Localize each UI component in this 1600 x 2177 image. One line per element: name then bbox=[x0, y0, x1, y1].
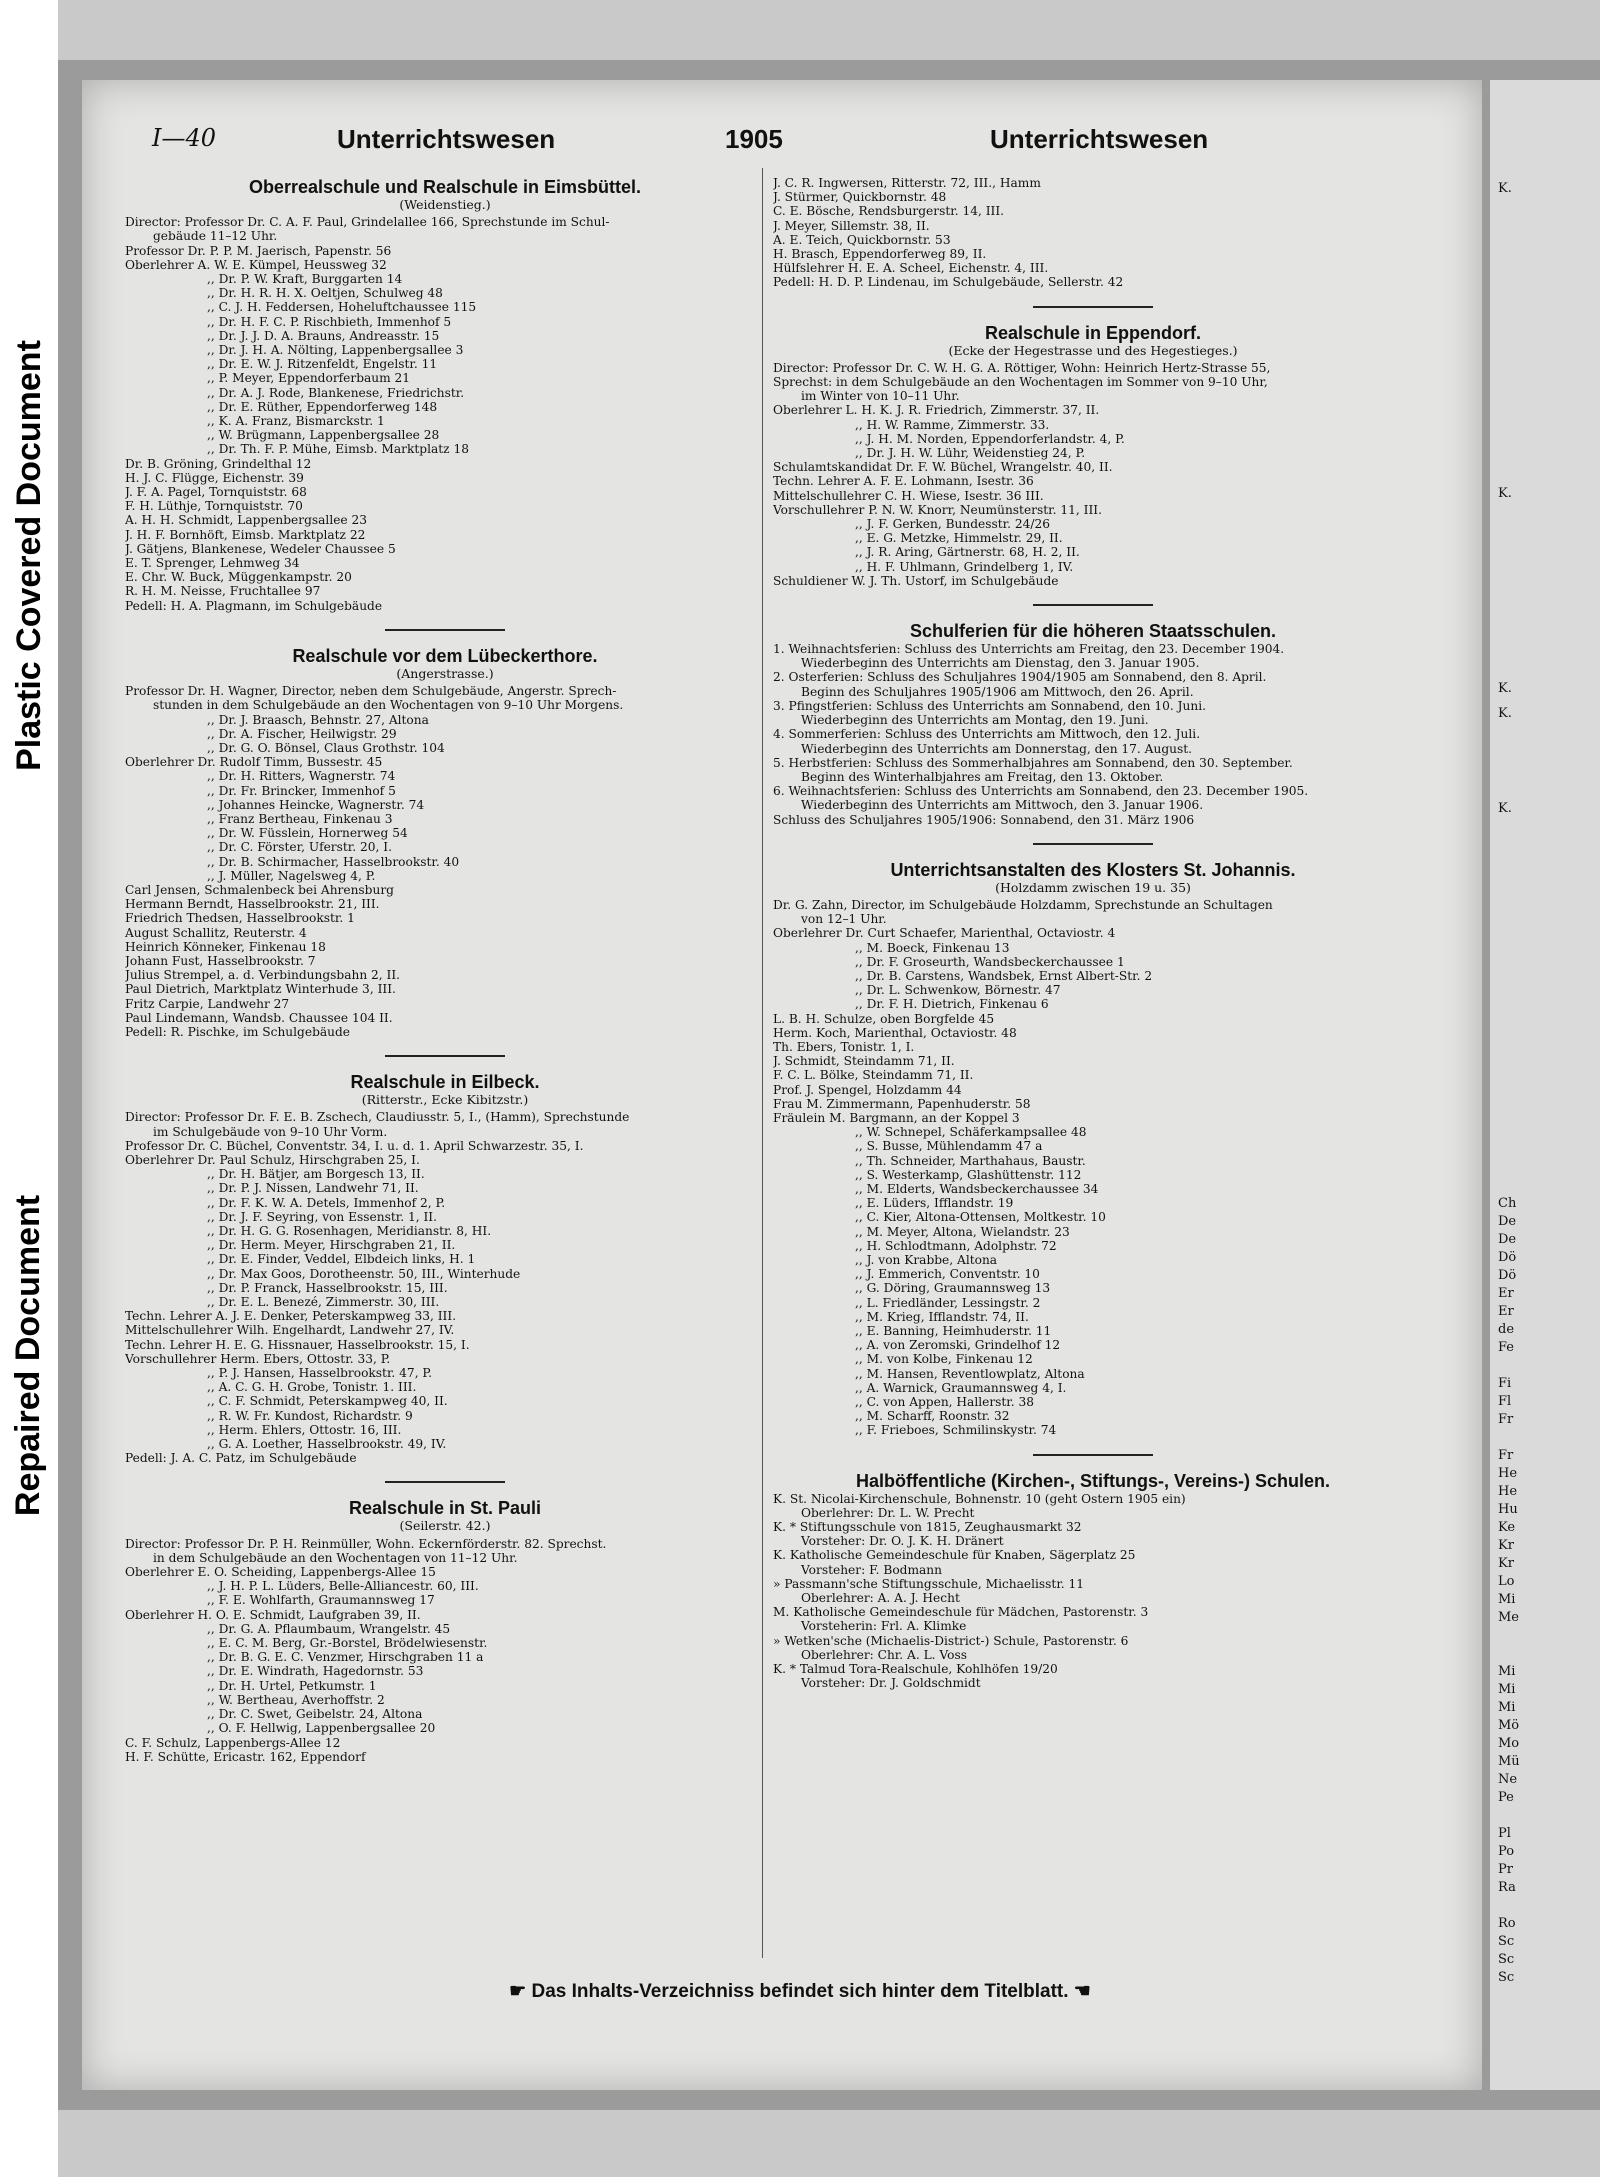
entry-line: R. H. M. Neisse, Fruchtallee 97 bbox=[125, 584, 321, 599]
entry-line: J. Gätjens, Blankenese, Wedeler Chaussee 5 bbox=[125, 541, 396, 556]
entry-line: Mittelschullehrer C. H. Wiese, Isestr. 36 III. bbox=[773, 488, 1044, 503]
entry-line: Vorschullehrer Herm. Ebers, Ottostr. 33, P. bbox=[125, 1351, 391, 1366]
fragment-line: K. bbox=[1498, 681, 1512, 696]
entry-line: ,, H. W. Ramme, Zimmerstr. 33. bbox=[855, 417, 1050, 432]
section-subtitle: (Weidenstieg.) bbox=[399, 197, 491, 212]
entry-line: ,, Dr. J. J. D. A. Brauns, Andreasstr. 15 bbox=[207, 328, 440, 343]
plastic-covered-label: Plastic Covered Document bbox=[9, 339, 48, 771]
fragment-line: He bbox=[1498, 1466, 1518, 1481]
entry-line: ,, M. von Kolbe, Finkenau 12 bbox=[855, 1352, 1033, 1367]
section-subtitle: (Holzdamm zwischen 19 u. 35) bbox=[995, 879, 1191, 895]
entry-line: ,, J. R. Aring, Gärtnerstr. 68, H. 2, II. bbox=[855, 545, 1080, 560]
entry-line: Oberlehrer E. O. Scheiding, Lappenbergs-Allee 15 bbox=[125, 1565, 436, 1580]
entry-line: Professor Dr. C. Büchel, Conventstr. 34, I. u. d. 1. April Schwarzestr. 35, I. bbox=[125, 1138, 584, 1153]
fragment-line: de bbox=[1498, 1322, 1515, 1337]
entry-line: 1. Weihnachtsferien: Schluss des Unterrichts am Freitag, den 23. December 1904. bbox=[773, 642, 1285, 657]
section-title: Unterrichtsanstalten des Klosters St. Johannis. bbox=[890, 859, 1296, 880]
entry-line: H. J. C. Flügge, Eichenstr. 39 bbox=[125, 470, 304, 485]
entry-line: ,, H. F. Uhlmann, Grindelberg 1, IV. bbox=[855, 559, 1074, 574]
entry-line: ,, C. von Appen, Hallerstr. 38 bbox=[855, 1395, 1035, 1410]
entry-line: F. C. L. Bölke, Steindamm 71, II. bbox=[773, 1068, 974, 1083]
fragment-line: Mi bbox=[1498, 1592, 1516, 1607]
entry-line: Fritz Carpie, Landwehr 27 bbox=[125, 996, 290, 1011]
entry-line: ,, Dr. E. Finder, Veddel, Elbdeich links, H. 1 bbox=[207, 1252, 476, 1267]
entry-line: J. F. A. Pagel, Tornquiststr. 68 bbox=[125, 485, 307, 500]
fragment-line: K. bbox=[1498, 801, 1512, 816]
entry-line: stunden in dem Schulgebäude an den Wochentagen von 9–10 Uhr Morgens. bbox=[153, 698, 624, 713]
fragment-line: Fr bbox=[1498, 1448, 1514, 1463]
entry-line: ,, Dr. J. H. A. Nölting, Lappenbergsallee 3 bbox=[207, 343, 464, 358]
entry-line: ,, C. J. H. Feddersen, Hoheluftchaussee 115 bbox=[207, 300, 477, 315]
entry-line: ,, Dr. W. Füsslein, Hornerweg 54 bbox=[207, 826, 408, 841]
entry-line: ,, Dr. B. Schirmacher, Hasselbrookstr. 40 bbox=[207, 854, 460, 869]
entry-line: ,, Dr. J. F. Seyring, von Essenstr. 1, II. bbox=[207, 1209, 437, 1224]
entry-line: ,, J. Emmerich, Conventstr. 10 bbox=[855, 1267, 1040, 1282]
fragment-line: K. bbox=[1498, 486, 1512, 501]
entry-line: ,, K. A. Franz, Bismarckstr. 1 bbox=[207, 414, 385, 429]
entry-line: Pedell: J. A. C. Patz, im Schulgebäude bbox=[125, 1451, 357, 1466]
entry-line: ,, Herm. Ehlers, Ottostr. 16, III. bbox=[207, 1422, 402, 1437]
fragment-line: Ro bbox=[1498, 1916, 1516, 1931]
sidebar-strip bbox=[0, 0, 58, 2177]
entry-line: 5. Herbstferien: Schluss des Sommerhalbjahres am Sonnabend, den 30. September. bbox=[773, 755, 1293, 770]
entry-line: ,, J. F. Gerken, Bundesstr. 24/26 bbox=[855, 517, 1051, 532]
entry-line: J. Stürmer, Quickbornstr. 48 bbox=[773, 190, 947, 205]
section-title: Realschule vor dem Lübeckerthore. bbox=[292, 645, 598, 666]
entry-line: ,, A. von Zeromski, Grindelhof 12 bbox=[855, 1338, 1061, 1353]
entry-line: in dem Schulgebäude an den Wochentagen von 11–12 Uhr. bbox=[153, 1550, 518, 1565]
entry-line: Fräulein M. Bargmann, an der Koppel 3 bbox=[773, 1110, 1020, 1125]
entry-line: ,, Dr. Max Goos, Dorotheenstr. 50, III., Winterhude bbox=[207, 1266, 521, 1281]
entry-line: Oberlehrer: Chr. A. L. Voss bbox=[801, 1647, 967, 1662]
entry-line: C. E. Bösche, Rendsburgerstr. 14, III. bbox=[773, 204, 1005, 219]
fragment-line: De bbox=[1498, 1232, 1517, 1247]
entry-line: ,, Dr. E. Windrath, Hagedornstr. 53 bbox=[207, 1664, 424, 1679]
entry-line: Oberlehrer: Dr. L. W. Precht bbox=[801, 1505, 975, 1520]
section-divider bbox=[385, 1055, 505, 1057]
entry-line: ,, M. Scharff, Roonstr. 32 bbox=[855, 1409, 1010, 1424]
entry-line: ,, Dr. H. Bätjer, am Borgesch 13, II. bbox=[207, 1167, 425, 1182]
entry-line: ,, W. Schnepel, Schäferkampsallee 48 bbox=[855, 1125, 1087, 1140]
header-left-title: Unterrichtswesen bbox=[337, 124, 556, 154]
entry-line: ,, Dr. E. Rüther, Eppendorferweg 148 bbox=[207, 399, 438, 414]
entry-line: Prof. J. Spengel, Holzdamm 44 bbox=[773, 1082, 962, 1097]
entry-line: ,, Dr. A. J. Rode, Blankenese, Friedrichstr. bbox=[207, 385, 465, 400]
entry-line: Oberlehrer Dr. Rudolf Timm, Bussestr. 45 bbox=[125, 755, 383, 770]
entry-line: ,, W. Bertheau, Averhoffstr. 2 bbox=[207, 1692, 385, 1707]
entry-line: E. Chr. W. Buck, Müggenkampstr. 20 bbox=[125, 570, 352, 585]
entry-line: ,, S. Westerkamp, Glashüttenstr. 112 bbox=[855, 1167, 1082, 1182]
pointing-hand-right-icon: ☚ bbox=[1068, 1981, 1091, 2002]
entry-line: ,, Franz Bertheau, Finkenau 3 bbox=[207, 811, 393, 826]
entry-line: ,, R. W. Fr. Kundost, Richardstr. 9 bbox=[207, 1408, 413, 1423]
entry-line: August Schallitz, Reuterstr. 4 bbox=[125, 925, 307, 940]
entry-line: ,, M. Meyer, Altona, Wielandstr. 23 bbox=[855, 1224, 1070, 1239]
fragment-line: Pl bbox=[1498, 1826, 1511, 1841]
entry-line: Schuldiener W. J. Th. Ustorf, im Schulgebäude bbox=[773, 573, 1059, 588]
fragment-line: Mü bbox=[1498, 1754, 1520, 1769]
entry-line: ,, Dr. H. G. G. Rosenhagen, Meridianstr. 8, HI. bbox=[207, 1224, 492, 1238]
entry-line: ,, Dr. E. L. Benezé, Zimmerstr. 30, III. bbox=[207, 1295, 440, 1310]
entry-line: von 12–1 Uhr. bbox=[801, 912, 887, 927]
entry-line: ,, W. Brügmann, Lappenbergsallee 28 bbox=[207, 428, 440, 443]
entry-line: ,, Dr. H. Ritters, Wagnerstr. 74 bbox=[207, 769, 396, 784]
entry-line: ,, H. Schlodtmann, Adolphstr. 72 bbox=[855, 1238, 1057, 1253]
entry-line: Vorsteher: F. Bodmann bbox=[801, 1562, 942, 1577]
fragment-line: Hu bbox=[1498, 1502, 1518, 1517]
entry-line: J. Schmidt, Steindamm 71, II. bbox=[773, 1054, 955, 1069]
entry-line: ,, Dr. Herm. Meyer, Hirschgraben 21, II. bbox=[207, 1238, 456, 1253]
entry-line: ,, Dr. F. Groseurth, Wandsbeckerchaussee 1 bbox=[855, 954, 1125, 969]
entry-line: Pedell: H. A. Plagmann, im Schulgebäude bbox=[125, 598, 383, 613]
entry-line: Dr. G. Zahn, Director, im Schulgebäude Holzdamm, Sprechstunde an Schultagen bbox=[773, 897, 1273, 912]
section-subtitle: (Ecke der Hegestrasse und des Hegestieges.) bbox=[948, 342, 1238, 358]
fragment-line: Mo bbox=[1498, 1736, 1520, 1751]
fragment-line: Er bbox=[1498, 1286, 1514, 1301]
entry-line: J. H. F. Bornhöft, Eimsb. Marktplatz 22 bbox=[125, 527, 366, 542]
fragment-line: Ne bbox=[1498, 1772, 1518, 1787]
entry-line: ,, L. Friedländer, Lessingstr. 2 bbox=[855, 1295, 1041, 1310]
fragment-line: Mö bbox=[1498, 1718, 1520, 1733]
entry-line: ,, G. A. Loether, Hasselbrookstr. 49, IV. bbox=[207, 1437, 447, 1452]
entry-line: ,, Dr. H. Urtel, Petkumstr. 1 bbox=[207, 1678, 377, 1693]
entry-line: Vorschullehrer P. N. W. Knorr, Neumünsterstr. 11, III. bbox=[773, 502, 1102, 517]
entry-line: Mittelschullehrer Wilh. Engelhardt, Landwehr 27, IV. bbox=[125, 1323, 455, 1338]
entry-line: ,, Dr. P. Franck, Hasselbrookstr. 15, III. bbox=[207, 1280, 448, 1295]
entry-line: 2. Osterferien: Schluss des Schuljahres 1904/1905 am Sonnabend, den 8. April. bbox=[773, 670, 1267, 685]
entry-line: M. Katholische Gemeindeschule für Mädchen, Pastorenstr. 3 bbox=[773, 1605, 1149, 1620]
fragment-line: Er bbox=[1498, 1304, 1514, 1319]
entry-line: 3. Pfingstferien: Schluss des Unterrichts am Sonnabend, den 10. Juni. bbox=[773, 698, 1207, 713]
repaired-document-label: Repaired Document bbox=[9, 1194, 48, 1516]
fragment-line: Sc bbox=[1498, 1934, 1515, 1949]
fragment-line: Mi bbox=[1498, 1682, 1516, 1697]
entry-line: ,, Dr. E. W. J. Ritzenfeldt, Engelstr. 11 bbox=[207, 357, 438, 372]
entry-line: » Wetken'sche (Michaelis-District-) Schule, Pastorenstr. 6 bbox=[773, 1633, 1129, 1648]
fragment-line: Ke bbox=[1498, 1520, 1516, 1535]
entry-line: ,, A. Warnick, Graumannsweg 4, I. bbox=[855, 1380, 1067, 1395]
fragment-line: Pe bbox=[1498, 1790, 1514, 1805]
entry-line: Vorsteher: Dr. J. Goldschmidt bbox=[801, 1676, 981, 1691]
entry-line: Hülfslehrer H. E. A. Scheel, Eichenstr. 4, III. bbox=[773, 261, 1049, 276]
entry-line: Schluss des Schuljahres 1905/1906: Sonnabend, den 31. März 1906 bbox=[773, 812, 1195, 827]
entry-line: Th. Ebers, Tonistr. 1, I. bbox=[773, 1039, 915, 1054]
entry-line: F. H. Lüthje, Tornquiststr. 70 bbox=[125, 499, 303, 514]
entry-line: ,, M. Elderts, Wandsbeckerchaussee 34 bbox=[855, 1181, 1099, 1196]
section-divider bbox=[1033, 306, 1153, 308]
fragment-line: Lo bbox=[1498, 1574, 1515, 1589]
entry-line: Techn. Lehrer A. F. E. Lohmann, Isestr. 36 bbox=[773, 474, 1034, 489]
entry-line: Oberlehrer L. H. K. J. R. Friedrich, Zimmerstr. 37, II. bbox=[773, 403, 1100, 418]
entry-line: Pedell: R. Pischke, im Schulgebäude bbox=[125, 1024, 350, 1039]
entry-line: Schulamtskandidat Dr. F. W. Büchel, Wrangelstr. 40, II. bbox=[773, 460, 1113, 475]
entry-line: H. Brasch, Eppendorferweg 89, II. bbox=[773, 247, 987, 262]
entry-line: ,, Johannes Heincke, Wagnerstr. 74 bbox=[207, 797, 425, 812]
entry-line: Pedell: H. D. P. Lindenau, im Schulgebäude, Sellerstr. 42 bbox=[773, 275, 1124, 290]
entry-line: ,, J. von Krabbe, Altona bbox=[855, 1253, 998, 1267]
fragment-line: Fe bbox=[1498, 1340, 1515, 1355]
page-header bbox=[152, 124, 1412, 158]
entry-line: ,, M. Hansen, Reventlowplatz, Altona bbox=[855, 1366, 1085, 1381]
entry-line: ,, P. J. Hansen, Hasselbrookstr. 47, P. bbox=[207, 1366, 433, 1381]
entry-line: Vorsteher: Dr. O. J. K. H. Dränert bbox=[801, 1534, 1004, 1549]
section-divider bbox=[1033, 604, 1153, 606]
fragment-line: Kr bbox=[1498, 1538, 1514, 1553]
section-title: Oberrealschule und Realschule in Eimsbüttel. bbox=[248, 177, 642, 197]
section-divider bbox=[385, 1481, 505, 1483]
section-divider bbox=[1033, 1454, 1153, 1456]
header-year: 1905 bbox=[725, 124, 783, 154]
fragment-line: Fl bbox=[1498, 1394, 1512, 1409]
section-subtitle: (Angerstrasse.) bbox=[396, 665, 494, 681]
entry-line: ,, P. Meyer, Eppendorferbaum 21 bbox=[207, 371, 411, 386]
entry-line: Hermann Berndt, Hasselbrookstr. 21, III. bbox=[125, 897, 380, 912]
fragment-line: Ra bbox=[1498, 1880, 1516, 1895]
fragment-line: Sc bbox=[1498, 1970, 1515, 1985]
entry-line: Wiederbeginn des Unterrichts am Donnerstag, den 17. August. bbox=[801, 741, 1193, 756]
section-title: Realschule in St. Pauli bbox=[348, 1498, 542, 1519]
entry-line: ,, J. H. M. Norden, Eppendorferlandstr. 4, P. bbox=[855, 431, 1125, 446]
entry-line: A. H. H. Schmidt, Lappenbergsallee 23 bbox=[125, 513, 368, 528]
entry-line: Director: Professor Dr. P. H. Reinmüller, Wohn. Eckernförderstr. 82. Sprechst. bbox=[125, 1536, 607, 1551]
entry-line: ,, J. H. P. L. Lüders, Belle-Alliancestr. 60, III. bbox=[207, 1579, 479, 1594]
entry-line: Sprechst: in dem Schulgebäude an den Wochentagen im Sommer von 9–10 Uhr, bbox=[773, 375, 1268, 390]
entry-line: ,, Dr. B. Carstens, Wandsbek, Ernst Albert-Str. 2 bbox=[855, 968, 1153, 983]
entry-line: Johann Fust, Hasselbrookstr. 7 bbox=[125, 953, 316, 968]
entry-line: ,, G. Döring, Graumannsweg 13 bbox=[855, 1281, 1051, 1296]
section-subtitle: (Seilerstr. 42.) bbox=[399, 1518, 491, 1534]
section-divider bbox=[1033, 843, 1153, 845]
entry-line: gebäude 11–12 Uhr. bbox=[153, 229, 278, 244]
entry-line: ,, Dr. G. A. Pflaumbaum, Wrangelstr. 45 bbox=[207, 1621, 451, 1636]
entry-line: Beginn des Winterhalbjahres am Freitag, den 13. Oktober. bbox=[801, 769, 1164, 784]
fragment-line: Ch bbox=[1498, 1196, 1517, 1211]
entry-line: ,, F. E. Wohlfarth, Graumannsweg 17 bbox=[207, 1593, 435, 1608]
entry-line: ,, Dr. G. O. Bönsel, Claus Grothstr. 104 bbox=[207, 740, 445, 755]
entry-line: ,, Dr. J. H. W. Lühr, Weidenstieg 24, P. bbox=[855, 446, 1086, 461]
page-number: I—40 bbox=[152, 124, 217, 152]
entry-line: Director: Professor Dr. C. W. H. G. A. Röttiger, Wohn: Heinrich Hertz-Strasse 55, bbox=[773, 360, 1271, 375]
section-title: Realschule in Eppendorf. bbox=[984, 322, 1202, 343]
entry-line: ,, Dr. P. J. Nissen, Landwehr 71, II. bbox=[207, 1181, 419, 1196]
fragment-line: Me bbox=[1498, 1610, 1520, 1625]
right-column bbox=[773, 176, 1413, 1690]
fragment-line: K. bbox=[1498, 181, 1512, 196]
entry-line: ,, Dr. A. Fischer, Heilwigstr. 29 bbox=[207, 726, 397, 741]
entry-line: Herm. Koch, Marienthal, Octaviostr. 48 bbox=[773, 1025, 1017, 1040]
fragment-line: De bbox=[1498, 1214, 1517, 1229]
fragment-line: Fr bbox=[1498, 1412, 1514, 1427]
fragment-line: Kr bbox=[1498, 1556, 1514, 1571]
entry-line: Professor Dr. P. P. M. Jaerisch, Papenstr. 56 bbox=[125, 243, 392, 258]
entry-line: Dr. B. Gröning, Grindelthal 12 bbox=[125, 456, 312, 471]
adjacent-page-fragment bbox=[1490, 80, 1600, 2090]
entry-line: Oberlehrer Dr. Curt Schaefer, Marienthal, Octaviostr. 4 bbox=[773, 926, 1116, 941]
entry-line: ,, Dr. C. Swet, Geibelstr. 24, Altona bbox=[207, 1707, 423, 1722]
fragment-line: K. bbox=[1498, 706, 1512, 721]
fragment-line: He bbox=[1498, 1484, 1518, 1499]
entry-line: K. St. Nicolai-Kirchenschule, Bohnenstr. 10 (geht Ostern 1905 ein) bbox=[773, 1491, 1186, 1506]
entry-line: Paul Dietrich, Marktplatz Winterhude 3, III. bbox=[125, 982, 396, 997]
entry-line: 6. Weihnachtsferien: Schluss des Unterrichts am Sonnabend, den 23. December 1905. bbox=[773, 784, 1309, 799]
fragment-line: Po bbox=[1498, 1844, 1515, 1859]
entry-line: Wiederbeginn des Unterrichts am Dienstag, den 3. Januar 1905. bbox=[801, 656, 1200, 671]
entry-line: ,, Dr. B. G. E. C. Venzmer, Hirschgraben 11 a bbox=[207, 1650, 484, 1665]
entry-line: ,, Dr. H. R. H. X. Oeltjen, Schulweg 48 bbox=[207, 286, 443, 301]
entry-line: J. C. R. Ingwersen, Ritterstr. 72, III., Hamm bbox=[773, 176, 1041, 190]
fragment-line: Dö bbox=[1498, 1268, 1517, 1283]
entry-line: Beginn des Schuljahres 1905/1906 am Mittwoch, den 26. April. bbox=[801, 684, 1194, 699]
entry-line: Carl Jensen, Schmalenbeck bei Ahrensburg bbox=[125, 882, 394, 897]
section-title: Halböffentliche (Kirchen-, Stiftungs-, Vereins-) Schulen. bbox=[855, 1470, 1331, 1491]
fragment-line: Pr bbox=[1498, 1862, 1513, 1877]
footer-text: Das Inhalts-Verzeichniss befindet sich hinter dem Titelblatt. bbox=[531, 1981, 1069, 2002]
entry-line: Heinrich Könneker, Finkenau 18 bbox=[125, 939, 326, 954]
entry-line: L. B. H. Schulze, oben Borgfelde 45 bbox=[773, 1011, 995, 1026]
pointing-hand-left-icon: ☛ bbox=[509, 1981, 532, 2002]
entry-line: Techn. Lehrer H. E. G. Hissnauer, Hasselbrookstr. 15, I. bbox=[125, 1337, 470, 1352]
entry-line: » Passmann'sche Stiftungsschule, Michaelisstr. 11 bbox=[773, 1576, 1085, 1591]
entry-line: Oberlehrer H. O. E. Schmidt, Laufgraben 39, II. bbox=[125, 1607, 421, 1622]
left-column bbox=[125, 176, 765, 1764]
entry-line: ,, C. F. Schmidt, Peterskampweg 40, II. bbox=[207, 1394, 448, 1409]
entry-line: A. E. Teich, Quickbornstr. 53 bbox=[773, 232, 951, 247]
fragment-line: Fi bbox=[1498, 1376, 1512, 1391]
entry-line: ,, O. F. Hellwig, Lappenbergsallee 20 bbox=[207, 1721, 436, 1736]
entry-line: ,, E. Lüders, Ifflandstr. 19 bbox=[855, 1196, 1014, 1211]
entry-line: Wiederbeginn des Unterrichts am Mittwoch, den 3. Januar 1906. bbox=[801, 798, 1204, 813]
entry-line: 4. Sommerferien: Schluss des Unterrichts am Mittwoch, den 12. Juli. bbox=[773, 727, 1201, 742]
entry-line: im Winter von 10–11 Uhr. bbox=[801, 389, 960, 404]
entry-line: ,, M. Boeck, Finkenau 13 bbox=[855, 940, 1010, 955]
entry-line: Friedrich Thedsen, Hasselbrookstr. 1 bbox=[125, 911, 355, 926]
fragment-line: Sc bbox=[1498, 1952, 1515, 1967]
entry-line: Professor Dr. H. Wagner, Director, neben dem Schulgebäude, Angerstr. Sprech- bbox=[125, 684, 617, 699]
header-right-title: Unterrichtswesen bbox=[990, 124, 1209, 154]
entry-line: Wiederbeginn des Unterrichts am Montag, den 19. Juni. bbox=[801, 713, 1149, 728]
fragment-line: Dö bbox=[1498, 1250, 1517, 1265]
footer-note bbox=[350, 1980, 1250, 2003]
entry-line: Techn. Lehrer A. J. E. Denker, Peterskampweg 33, III. bbox=[125, 1309, 457, 1324]
entry-line: Paul Lindemann, Wandsb. Chaussee 104 II. bbox=[125, 1010, 393, 1025]
entry-line: ,, J. Müller, Nagelsweg 4, P. bbox=[207, 868, 376, 883]
entry-line: ,, Dr. Th. F. P. Mühe, Eimsb. Marktplatz 18 bbox=[207, 442, 469, 457]
fragment-line: Mi bbox=[1498, 1700, 1516, 1715]
section-divider bbox=[385, 629, 505, 631]
entry-line: C. F. Schulz, Lappenbergs-Allee 12 bbox=[125, 1735, 341, 1750]
entry-line: ,, Dr. J. Braasch, Behnstr. 27, Altona bbox=[207, 712, 429, 727]
entry-line: Director: Professor Dr. F. E. B. Zschech, Claudiusstr. 5, I., (Hamm), Sprechstunde bbox=[125, 1110, 630, 1125]
entry-line: ,, Dr. P. W. Kraft, Burggarten 14 bbox=[207, 272, 403, 287]
entry-line: im Schulgebäude von 9–10 Uhr Vorm. bbox=[153, 1124, 388, 1139]
entry-line: Vorsteherin: Frl. A. Klimke bbox=[801, 1619, 967, 1634]
entry-line: ,, Dr. H. F. C. P. Rischbieth, Immenhof 5 bbox=[207, 314, 452, 329]
entry-line: ,, E. Banning, Heimhuderstr. 11 bbox=[855, 1324, 1052, 1339]
entry-line: ,, Dr. C. Förster, Uferstr. 20, I. bbox=[207, 840, 392, 855]
entry-line: J. Meyer, Sillemstr. 38, II. bbox=[773, 218, 930, 233]
entry-line: ,, Dr. Fr. Brincker, Immenhof 5 bbox=[207, 783, 396, 798]
entry-line: Julius Strempel, a. d. Verbindungsbahn 2, II. bbox=[125, 968, 401, 983]
entry-line: ,, Th. Schneider, Marthahaus, Baustr. bbox=[855, 1153, 1086, 1168]
entry-line: ,, E. C. M. Berg, Gr.-Borstel, Brödelwiesenstr. bbox=[207, 1636, 488, 1651]
entry-line: ,, Dr. L. Schwenkow, Börnestr. 47 bbox=[855, 983, 1061, 998]
entry-line: Frau M. Zimmermann, Papenhuderstr. 58 bbox=[773, 1096, 1031, 1111]
entry-line: H. F. Schütte, Ericastr. 162, Eppendorf bbox=[125, 1749, 366, 1764]
entry-line: K. * Stiftungsschule von 1815, Zeughausmarkt 32 bbox=[773, 1520, 1082, 1535]
section-title: Schulferien für die höheren Staatsschulen. bbox=[909, 621, 1277, 642]
entry-line: ,, S. Busse, Mühlendamm 47 a bbox=[855, 1139, 1043, 1154]
entry-line: ,, Dr. F. H. Dietrich, Finkenau 6 bbox=[855, 997, 1049, 1012]
section-subtitle: (Ritterstr., Ecke Kibitzstr.) bbox=[361, 1092, 529, 1108]
entry-line: ,, Dr. F. K. W. A. Detels, Immenhof 2, P. bbox=[207, 1195, 446, 1210]
entry-line: K. * Talmud Tora-Realschule, Kohlhöfen 19/20 bbox=[773, 1662, 1058, 1677]
fragment-line: Mi bbox=[1498, 1664, 1516, 1679]
entry-line: ,, A. C. G. H. Grobe, Tonistr. 1. III. bbox=[207, 1380, 417, 1395]
entry-line: ,, E. G. Metzke, Himmelstr. 29, II. bbox=[855, 531, 1063, 546]
entry-line: ,, C. Kier, Altona-Ottensen, Moltkestr. 10 bbox=[855, 1210, 1106, 1225]
entry-line: Director: Professor Dr. C. A. F. Paul, Grindelallee 166, Sprechstunde im Schul- bbox=[125, 215, 610, 230]
section-title: Realschule in Eilbeck. bbox=[350, 1072, 540, 1093]
entry-line: ,, F. Frieboes, Schmilinskystr. 74 bbox=[855, 1423, 1057, 1438]
entry-line: ,, M. Krieg, Ifflandstr. 74, II. bbox=[855, 1309, 1029, 1324]
entry-line: Oberlehrer: A. A. J. Hecht bbox=[801, 1591, 960, 1606]
entry-line: K. Katholische Gemeindeschule für Knaben, Sägerplatz 25 bbox=[773, 1548, 1136, 1563]
entry-line: E. T. Sprenger, Lehmweg 34 bbox=[125, 556, 300, 571]
entry-line: Oberlehrer Dr. Paul Schulz, Hirschgraben 25, I. bbox=[125, 1152, 420, 1167]
entry-line: Oberlehrer A. W. E. Kümpel, Heussweg 32 bbox=[125, 257, 387, 272]
